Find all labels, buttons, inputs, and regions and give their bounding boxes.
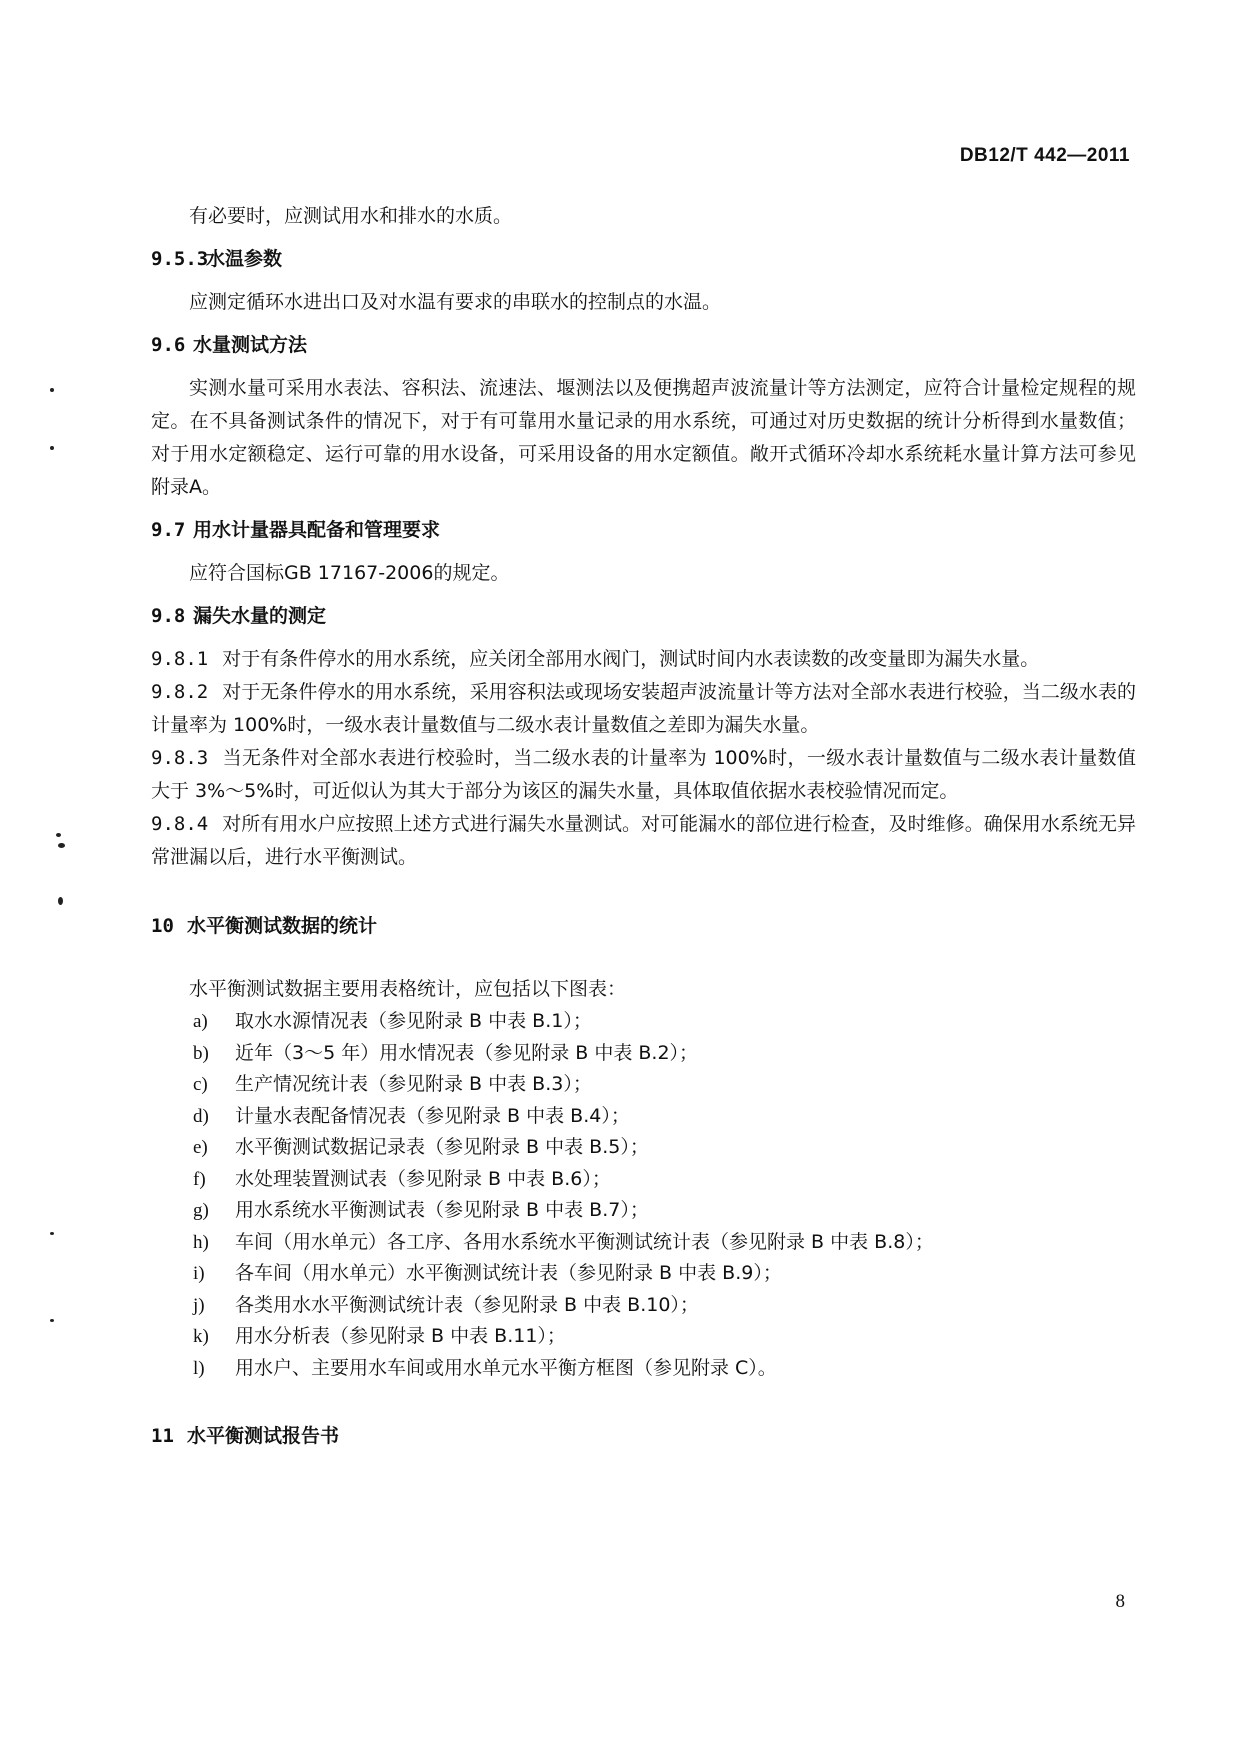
list-marker: j)	[193, 1294, 205, 1316]
scan-speck	[50, 446, 54, 450]
subsection-number: 9.8.2	[151, 681, 209, 703]
section-heading-11	[151, 1420, 1136, 1453]
section-number: 9.6	[151, 334, 186, 356]
list-item-text: 用水系统水平衡测试表（参见附录 B 中表 B.7）；	[235, 1199, 649, 1221]
list-item-text: 水平衡测试数据记录表（参见附录 B 中表 B.5）；	[235, 1136, 649, 1158]
document-id: DB12/T 442—2011	[959, 145, 1130, 166]
scan-speck	[56, 833, 61, 837]
section-title: 水平衡测试报告书	[187, 1425, 340, 1447]
list-marker: l)	[193, 1357, 205, 1379]
subsection-text: 对所有用水户应按照上述方式进行漏失水量测试。对可能漏水的部位进行检查，及时维修。确保用水系统无异常泄漏以后，进行水平衡测试。	[151, 813, 1136, 868]
paragraph-measurement-methods: 实测水量可采用水表法、容积法、流速法、堰测法以及便携超声波流量计等方法测定，应符合计量检定规程的规定。在不具备测试条件的情况下，对于有可靠用水量记录的用水系统，可通过对历史数据的统计分析得到水量数值；对于用水定额稳定、运行可靠的用水设备，可采用设备的用水定额值。敞开式循环冷却水系统耗水量计算方法可参见附录A。	[151, 377, 1136, 498]
list-item-text: 取水水源情况表（参见附录 B 中表 B.1）；	[235, 1010, 592, 1032]
list-item-text: 生产情况统计表（参见附录 B 中表 B.3）；	[235, 1073, 592, 1095]
section-number: 9.8	[151, 605, 186, 627]
section-number: 9.7	[151, 519, 186, 541]
section-heading-9-6	[151, 329, 1136, 362]
subsection-9-8-3	[151, 742, 1136, 808]
section-title: 水温参数	[206, 248, 283, 270]
list-item	[151, 1321, 1136, 1353]
section-title: 用水计量器具配备和管理要求	[193, 519, 441, 541]
list-item	[151, 1038, 1136, 1070]
page-number: 8	[1115, 1591, 1125, 1612]
subsection-9-8-2	[151, 676, 1136, 742]
section-title: 水平衡测试数据的统计	[187, 915, 378, 937]
scan-speck	[50, 1319, 54, 1322]
subsection-text: 对于有条件停水的用水系统，应关闭全部用水阀门，测试时间内水表读数的改变量即为漏失水量。	[222, 648, 1040, 670]
list-item	[151, 1290, 1136, 1322]
section-heading-9-5-3	[151, 243, 1136, 276]
list-item-text: 车间（用水单元）各工序、各用水系统水平衡测试统计表（参见附录 B 中表 B.8）；	[235, 1230, 934, 1253]
subsection-text: 对于无条件停水的用水系统，采用容积法或现场安装超声波流量计等方法对全部水表进行校验，当二级水表的计量率为 100%时，一级水表计量数值与二级水表计量数值之差即为漏失水量。	[151, 681, 1136, 736]
subsection-number: 9.8.1	[151, 648, 209, 670]
list-item	[151, 1164, 1136, 1196]
statistics-table-list	[151, 1006, 1136, 1384]
list-item	[151, 1069, 1136, 1101]
scan-speck	[50, 1232, 54, 1235]
list-marker: d)	[193, 1105, 209, 1127]
section-title: 漏失水量的测定	[193, 605, 327, 627]
list-item	[151, 1258, 1136, 1290]
paragraph-standard: 应符合国标GB 17167-2006的规定。	[189, 562, 510, 584]
section-heading-9-7	[151, 514, 1136, 547]
paragraph-statistics-intro: 水平衡测试数据主要用表格统计，应包括以下图表：	[189, 978, 627, 1000]
list-item	[151, 1195, 1136, 1227]
list-marker: i)	[193, 1263, 205, 1284]
list-item-text: 用水户、主要用水车间或用水单元水平衡方框图（参见附录 C）。	[235, 1356, 777, 1379]
subsection-9-8-4	[151, 808, 1136, 874]
paragraph-water-temperature: 应测定循环水进出口及对水温有要求的串联水的控制点的水温。	[189, 291, 722, 313]
document-body	[151, 200, 1136, 1463]
list-marker: c)	[193, 1074, 208, 1095]
list-item-text: 各类用水水平衡测试统计表（参见附录 B 中表 B.10）；	[235, 1293, 699, 1316]
subsection-number: 9.8.3	[151, 747, 209, 769]
list-item	[151, 1132, 1136, 1164]
list-item	[151, 1101, 1136, 1133]
list-marker: k)	[193, 1326, 209, 1347]
list-item	[151, 1227, 1136, 1259]
list-item-text: 各车间（用水单元）水平衡测试统计表（参见附录 B 中表 B.9）；	[235, 1262, 782, 1284]
section-number: 11	[151, 1425, 174, 1447]
list-item-text: 水处理装置测试表（参见附录 B 中表 B.6）；	[235, 1167, 611, 1190]
subsection-number: 9.8.4	[151, 813, 209, 835]
list-marker: g)	[193, 1200, 209, 1221]
section-number: 10	[151, 915, 174, 937]
scan-speck	[58, 843, 65, 848]
list-marker: h)	[193, 1231, 209, 1253]
section-number: 9.5.3	[151, 248, 209, 270]
scan-speck	[50, 388, 54, 392]
paragraph-water-quality: 有必要时，应测试用水和排水的水质。	[189, 205, 513, 227]
section-heading-9-8	[151, 600, 1136, 633]
list-item-text: 近年（3～5 年）用水情况表（参见附录 B 中表 B.2）；	[235, 1041, 699, 1064]
list-marker: b)	[193, 1042, 209, 1064]
subsection-9-8-1	[151, 643, 1136, 676]
list-item	[151, 1006, 1136, 1038]
subsection-text: 当无条件对全部水表进行校验时，当二级水表的计量率为 100%时，一级水表计量数值与二级水表计量数值大于 3%～5%时，可近似认为其大于部分为该区的漏失水量，具体取值依据水表校验情况而定。	[151, 747, 1136, 802]
list-item-text: 用水分析表（参见附录 B 中表 B.11）；	[235, 1325, 566, 1347]
scan-speck	[58, 897, 63, 905]
list-marker: f)	[193, 1168, 206, 1190]
list-marker: a)	[193, 1011, 208, 1032]
section-title: 水量测试方法	[193, 334, 308, 356]
section-heading-10	[151, 910, 1136, 943]
list-item-text: 计量水表配备情况表（参见附录 B 中表 B.4）；	[235, 1104, 630, 1127]
list-marker: e)	[193, 1137, 208, 1158]
list-item	[151, 1353, 1136, 1385]
